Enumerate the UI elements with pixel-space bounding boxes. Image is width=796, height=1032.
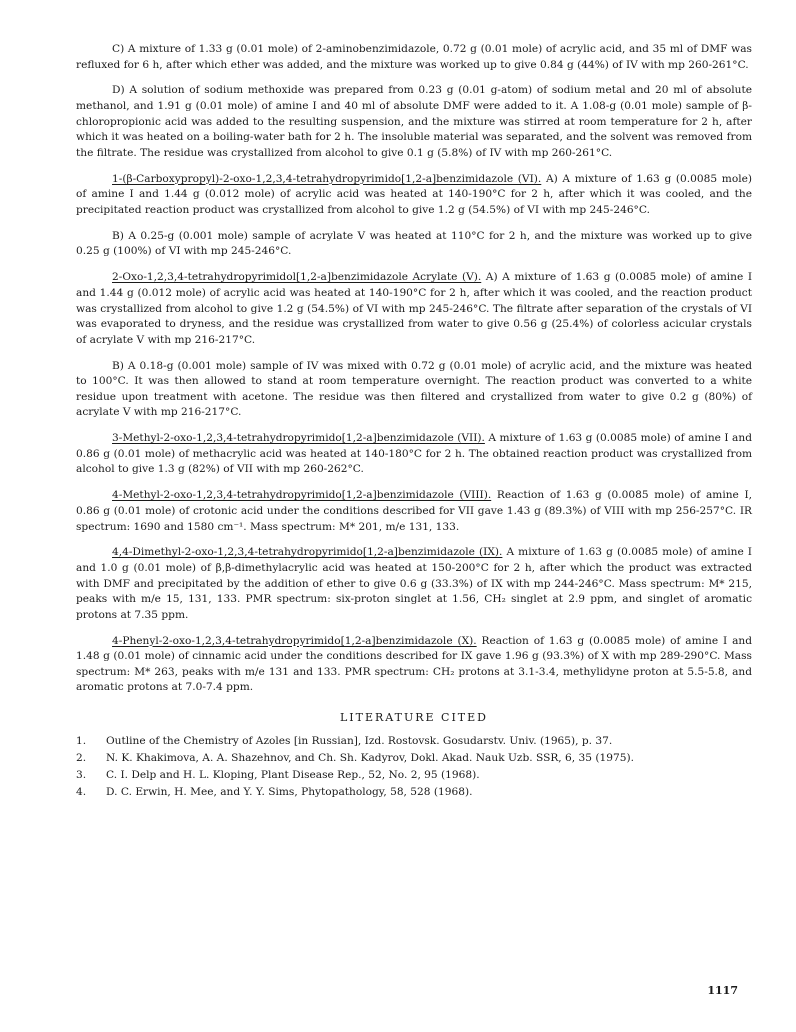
compound-title: 4-Phenyl-2-oxo-1,2,3,4-tetrahydropyrimido[1,2-a]benzimidazole (X). <box>112 634 477 647</box>
paragraph-vi-b <box>76 229 752 260</box>
reference-number: 3. <box>76 768 87 781</box>
paragraph-text: Reaction of 1.63 g (0.0085 mole) of amine I and 1.48 g (0.01 mole) of cinnamic acid under the conditions described for IX gave 1.96 g (93.3%) of X with mp 289-290°C. Mass spectrum: M* 263, peaks with m/e 131 and 133. PMR spectrum: CH₂ protons at 3.1-3.4, methylidyne proton at 5.5-5.8, and aromatic protons at 7.0-7.4 ppm. <box>76 634 752 694</box>
paragraph-text: A mixture of 1.63 g (0.0085 mole) of amine I and 1.0 g (0.01 mole) of β,β-dimethylacrylic acid was heated at 150-200°C for 2 h, after which the product was extracted with DMF and precipitated by the addition of ether to give 0.6 g (33.3%) of IX with mp 244-246°C. Mass spectrum: M* 215, peaks with m/e 15, 131, 133. PMR spectrum: six-proton singlet at 1.56, CH₂ singlet at 2.9 ppm, and singlet of aromatic protons at 7.35 ppm. <box>76 546 752 621</box>
reference-list <box>76 734 752 801</box>
reference-text: D. C. Erwin, H. Mee, and Y. Y. Sims, Phytopathology, 58, 528 (1968). <box>106 785 473 798</box>
paragraph-text: Reaction of 1.63 g (0.0085 mole) of amine I, 0.86 g (0.01 mole) of crotonic acid under the conditions described for VII gave 1.43 g (89.3%) of VIII with mp 256-257°C. IR spectrum: 1690 and 1580 cm⁻¹. Mass spectrum: M* 201, m/e 131, 133. <box>76 489 753 533</box>
paragraph-c <box>76 42 752 73</box>
paragraph-compound-vii <box>76 431 752 478</box>
reference-number: 4. <box>76 785 87 798</box>
compound-title: 4-Methyl-2-oxo-1,2,3,4-tetrahydropyrimido[1,2-a]benzimidazole (VIII). <box>112 489 492 502</box>
reference-number: 2. <box>76 751 87 764</box>
compound-title: 3-Methyl-2-oxo-1,2,3,4-tetrahydropyrimido[1,2-a]benzimidazole (VII). <box>112 432 485 445</box>
paragraph-d <box>76 83 752 161</box>
paragraph-text: A) A mixture of 1.63 g (0.0085 mole) of amine I and 1.44 g (0.012 mole) of acrylic acid was heated at 140-190°C for 2 h, after which it was cooled, and the reaction product was crystallized from alcohol to give 1.2 g (54.5%) of VI with mp 245-246°C. The filtrate after separation of the crystals of VI was evaporated to dryness, and the residue was crystallized from water to give 0.56 g (25.4%) of colorless acicular crystals of acrylate V with mp 216-217°C. <box>76 271 752 346</box>
reference-text: C. I. Delp and H. L. Kloping, Plant Disease Rep., 52, No. 2, 95 (1968). <box>106 768 480 781</box>
paragraph-compound-v <box>76 270 752 348</box>
paragraph-text: A) A mixture of 1.63 g (0.0085 mole) of amine I and 1.44 g (0.012 mole) of acrylic acid was heated at 140-190°C for 2 h, after which it was cooled, and the precipitated reaction product was crystallized from alcohol to give 1.2 g (54.5%) of VI with mp 245-246°C. <box>76 172 752 216</box>
compound-title: 2-Oxo-1,2,3,4-tetrahydropyrimidol[1,2-a]benzimidazole Acrylate (V). <box>112 271 482 284</box>
reference-item <box>76 768 752 784</box>
paragraph-compound-vi <box>76 172 752 219</box>
compound-title: 1-(β-Carboxypropyl)-2-oxo-1,2,3,4-tetrahydropyrimido[1,2-a]benzimidazole (VI). <box>112 172 542 185</box>
paragraph-text: A mixture of 1.63 g (0.0085 mole) of amine I and 0.86 g (0.01 mole) of methacrylic acid was heated at 140-180°C for 2 h. The obtained reaction product was crystallized from alcohol to give 1.3 g (82%) of VII with mp 260-262°C. <box>76 432 752 476</box>
paragraph-compound-viii <box>76 488 752 535</box>
reference-number: 1. <box>76 734 87 747</box>
reference-item <box>76 785 752 801</box>
paragraph-text: B) A 0.25-g (0.001 mole) sample of acrylate V was heated at 110°C for 2 h, and the mixture was worked up to give 0.25 g (100%) of VI with mp 245-246°C. <box>76 229 752 258</box>
page-number: 1117 <box>707 984 738 997</box>
compound-title: 4,4-Dimethyl-2-oxo-1,2,3,4-tetrahydropyrimido[1,2-a]benzimidazole (IX). <box>112 546 503 559</box>
paragraph-compound-x <box>76 634 752 696</box>
paragraph-text: D) A solution of sodium methoxide was prepared from 0.23 g (0.01 g-atom) of sodium metal and 20 ml of absolute methanol, and 1.91 g (0.01 mole) of amine I and 40 ml of absolute DMF were added to it. A 1.08-g (0.01 mole) sample of β-chloropropionic acid was added to the resulting suspension, and the mixture was stirred at room temperature for 2 h, after which it was heated on a boiling-water bath for 2 h. The insoluble material was separated, and the solvent was removed from the filtrate. The residue was crystallized from alcohol to give 0.1 g (5.8%) of IV with mp 260-261°C. <box>76 84 752 159</box>
paper-page <box>76 42 752 802</box>
paragraph-compound-ix <box>76 545 752 623</box>
reference-item <box>76 734 752 750</box>
paragraph-v-b <box>76 359 752 421</box>
reference-item <box>76 751 752 767</box>
paragraph-text: B) A 0.18-g (0.001 mole) sample of IV was mixed with 0.72 g (0.01 mole) of acrylic acid, and the mixture was heated to 100°C. It was then allowed to stand at room temperature overnight. The reaction product was converted to a white residue upon treatment with acetone. The residue was then filtered and crystallized from water to give 0.2 g (80%) of acrylate V with mp 216-217°C. <box>76 359 752 419</box>
reference-text: N. K. Khakimova, A. A. Shazehnov, and Ch. Sh. Kadyrov, Dokl. Akad. Nauk Uzb. SSR, 6, 35 (1975). <box>106 751 634 764</box>
paragraph-text: C) A mixture of 1.33 g (0.01 mole) of 2-aminobenzimidazole, 0.72 g (0.01 mole) of acrylic acid, and 35 ml of DMF was refluxed for 6 h, after which ether was added, and the mixture was worked up to give 0.84 g (44%) of IV with mp 260-261°C. <box>76 43 752 71</box>
reference-text: Outline of the Chemistry of Azoles [in Russian], Izd. Rostovsk. Gosudarstv. Univ. (1965), p. 37. <box>106 734 613 747</box>
literature-heading: LITERATURE CITED <box>339 711 488 725</box>
